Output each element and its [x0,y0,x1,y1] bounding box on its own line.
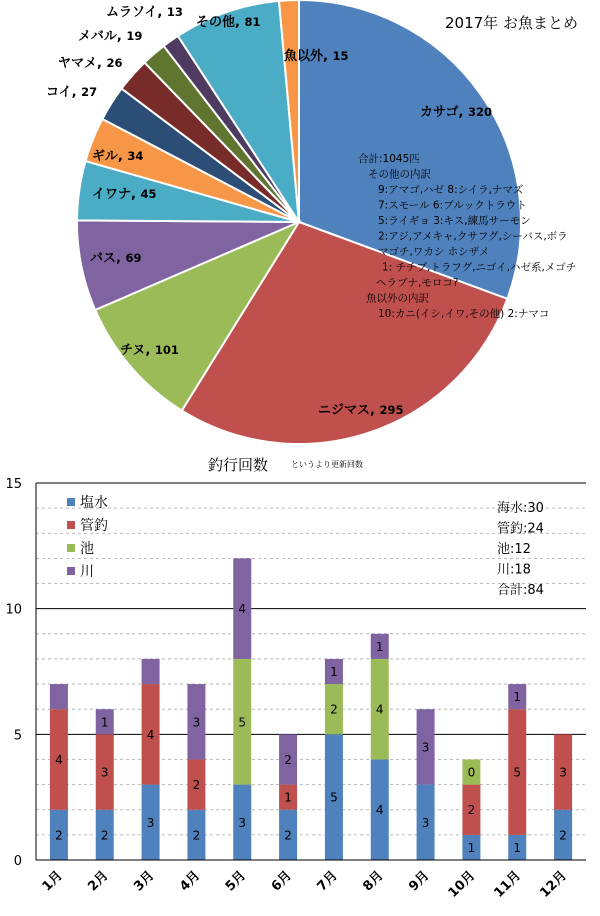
pie-annotation-line: マゴチ,ワカシ ホシザメ [378,246,490,258]
pie-annotation-line: 1: チチブ,トラフグ,ニゴイ,ハゼ系,メゴチ [382,261,577,274]
bar-data-label: 1 [330,665,338,679]
bar-chart-title [208,456,363,474]
bar-data-label: 5 [330,790,338,805]
bar-data-label: 3 [100,765,109,780]
pie-slice-label-7: コイ, 27 [46,85,98,100]
bar-data-label: 4 [375,702,384,717]
bar-subtitle: というより更新回数 [291,460,363,469]
bar-data-label: 2 [192,828,201,843]
bar-data-label: 0 [467,765,476,780]
y-tick-label: 15 [5,477,22,492]
totals-line: 池:12 [497,542,531,557]
pie-slice-label-10: ムラソイ, 13 [106,5,183,20]
legend-swatch [67,567,75,575]
pie-annotation-line: 5:ライギョ 3:キス,練馬サーモン [378,215,531,227]
x-tick-label: 8月 [360,868,387,895]
bar-data-label: 3 [559,765,567,780]
pie-slice-label-5: イワナ, 45 [92,187,157,202]
bar-data-label: 3 [421,740,430,755]
bar-data-label: 2 [559,828,567,843]
bar-data-label: 2 [284,752,292,767]
bar-data-label: 2 [284,828,292,843]
bar-data-label: 3 [238,815,247,830]
x-tick-label: 4月 [177,868,204,895]
pie-annotation-line: 7:スモール 6:ブルックトラウト [378,199,527,212]
pie-annotation-line: 10:カニ(イシ,イワ,その他) 2:ナマコ [378,308,550,320]
bar-data-label: 4 [55,752,63,767]
bar-data-label: 1 [100,715,109,730]
bar-data-label: 3 [192,715,201,730]
bar-data-label: 2 [467,803,476,818]
totals-line: 管釣:24 [497,521,544,537]
totals-line: 合計:84 [497,583,544,598]
x-tick-label: 7月 [314,868,341,895]
x-tick-label: 10月 [445,868,479,901]
x-tick-label: 12月 [537,868,570,901]
pie-annotation-line: 合計:1045匹 [358,153,420,165]
pie-slice-label-3: チヌ, 101 [120,343,179,358]
pie-annotation-line: その他の内訳 [368,168,431,181]
bar-legend [67,494,108,580]
totals-line: 川:18 [497,562,531,578]
bar-data-label: 1 [513,840,522,855]
x-tick-label: 3月 [131,868,158,895]
legend-swatch [67,498,75,506]
bar-data-label: 2 [330,702,338,717]
bar-data-label: 2 [100,828,109,843]
bar-data-label: 3 [146,815,155,830]
bar-data-label: 4 [238,602,247,617]
x-tick-label: 11月 [491,868,525,901]
legend-label: 川 [80,564,94,580]
totals-line: 海水:30 [497,501,544,516]
pie-annotation-line: 2:アジ,アメキャ,クサフグ,シーバス,ボラ [378,230,568,243]
y-tick-label: 0 [13,854,22,869]
x-tick-label: 9月 [406,868,433,895]
legend-label: 管釣 [80,518,108,534]
pie-slice-label-6: ギル, 34 [92,149,144,164]
legend-swatch [67,521,75,529]
pie-annotation-line: 9:アマゴ,ハゼ 8:シイラ,ナマズ [378,184,524,196]
bar-data-label: 1 [513,690,522,705]
y-tick-label: 10 [5,602,22,618]
bar-segment [50,684,68,709]
bar-data-label: 4 [375,803,384,818]
pie-slice-label-11: その他, 81 [196,15,261,30]
bar-data-label: 3 [421,815,430,830]
y-tick-label: 5 [13,728,22,744]
pie-slice-label-2: ニジマス, 295 [318,403,404,418]
pie-slice-label-8: ヤマメ, 26 [58,56,123,71]
bar-data-label: 1 [375,639,384,654]
bar-data-label: 2 [192,778,201,793]
x-tick-label: 5月 [222,868,250,895]
legend-label: 塩水 [80,495,108,511]
x-tick-label: 1月 [39,868,66,895]
bar-segment [142,659,160,684]
bar-data-label: 1 [467,840,476,855]
pie-title: 2017年 お魚まとめ [445,14,578,32]
bar-data-label: 1 [284,790,292,805]
legend-label: 池 [80,541,94,557]
x-tick-label: 6月 [268,868,295,895]
bar-data-label: 2 [55,828,63,843]
x-tick-label: 2月 [85,868,112,895]
pie-slice-label-12: 魚以外, 15 [284,49,349,64]
pie-slice-label-9: メバル, 19 [78,29,143,44]
bar-title: 釣行回数 [208,456,269,474]
legend-swatch [67,544,75,552]
totals-box [497,500,544,598]
bar-data-label: 5 [513,765,522,780]
pie-slice-label-1: カサゴ, 320 [420,105,492,120]
pie-slice-label-4: バス, 69 [90,251,142,266]
bar-data-label: 4 [146,727,155,742]
pie-annotation-line: 魚以外の内訳 [366,292,429,305]
bar-data-label: 5 [238,715,247,730]
pie-annotation-line: ヘラブナ,モロコ? [376,277,459,289]
